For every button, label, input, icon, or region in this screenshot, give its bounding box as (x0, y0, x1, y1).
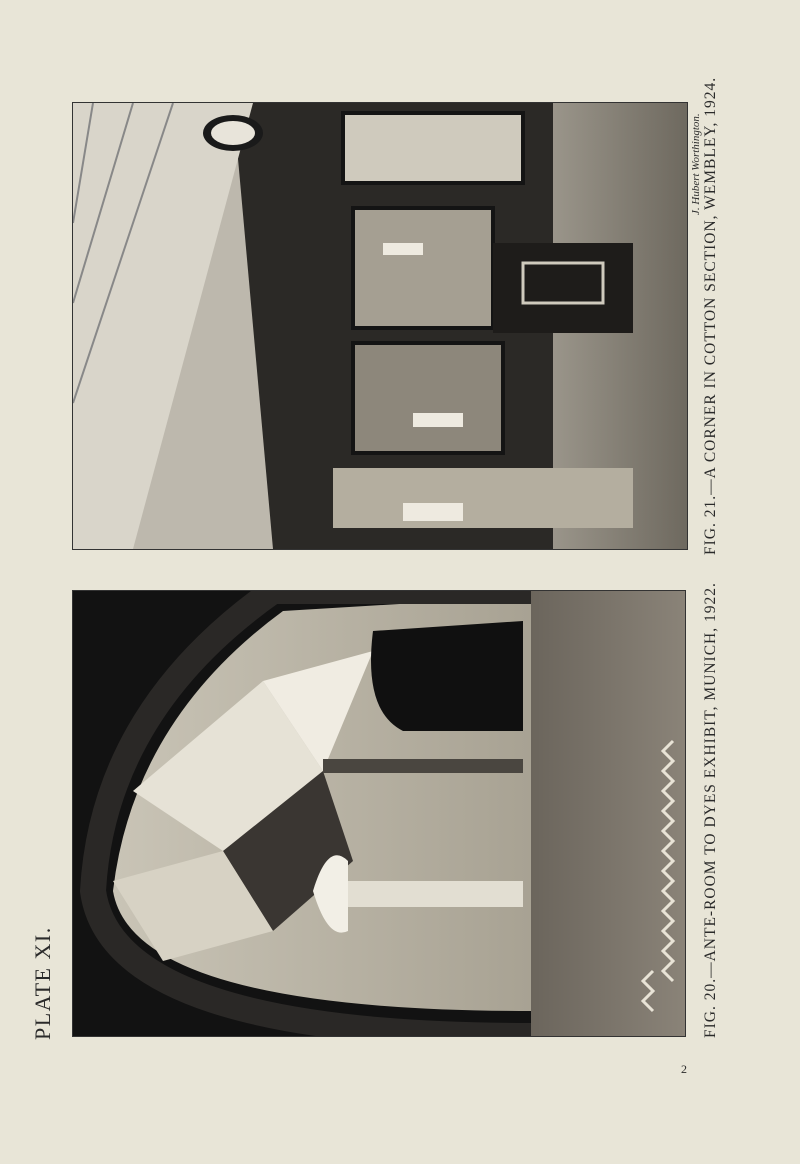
figure-20-caption: FIG. 20.—ANTE-ROOM TO DYES EXHIBIT, MUNICH, 1922. (702, 582, 719, 1038)
page-number: 2 (681, 1062, 687, 1076)
figure-21-caption: FIG. 21.—A CORNER IN COTTON SECTION, WEMBLEY, 1924. (702, 76, 719, 555)
figure-21-credit: J. Hubert Worthington. (690, 113, 702, 215)
figure-20-photo (73, 591, 685, 1036)
figure-21-photo (73, 103, 687, 549)
plate-title: PLATE XI. (30, 926, 55, 1040)
